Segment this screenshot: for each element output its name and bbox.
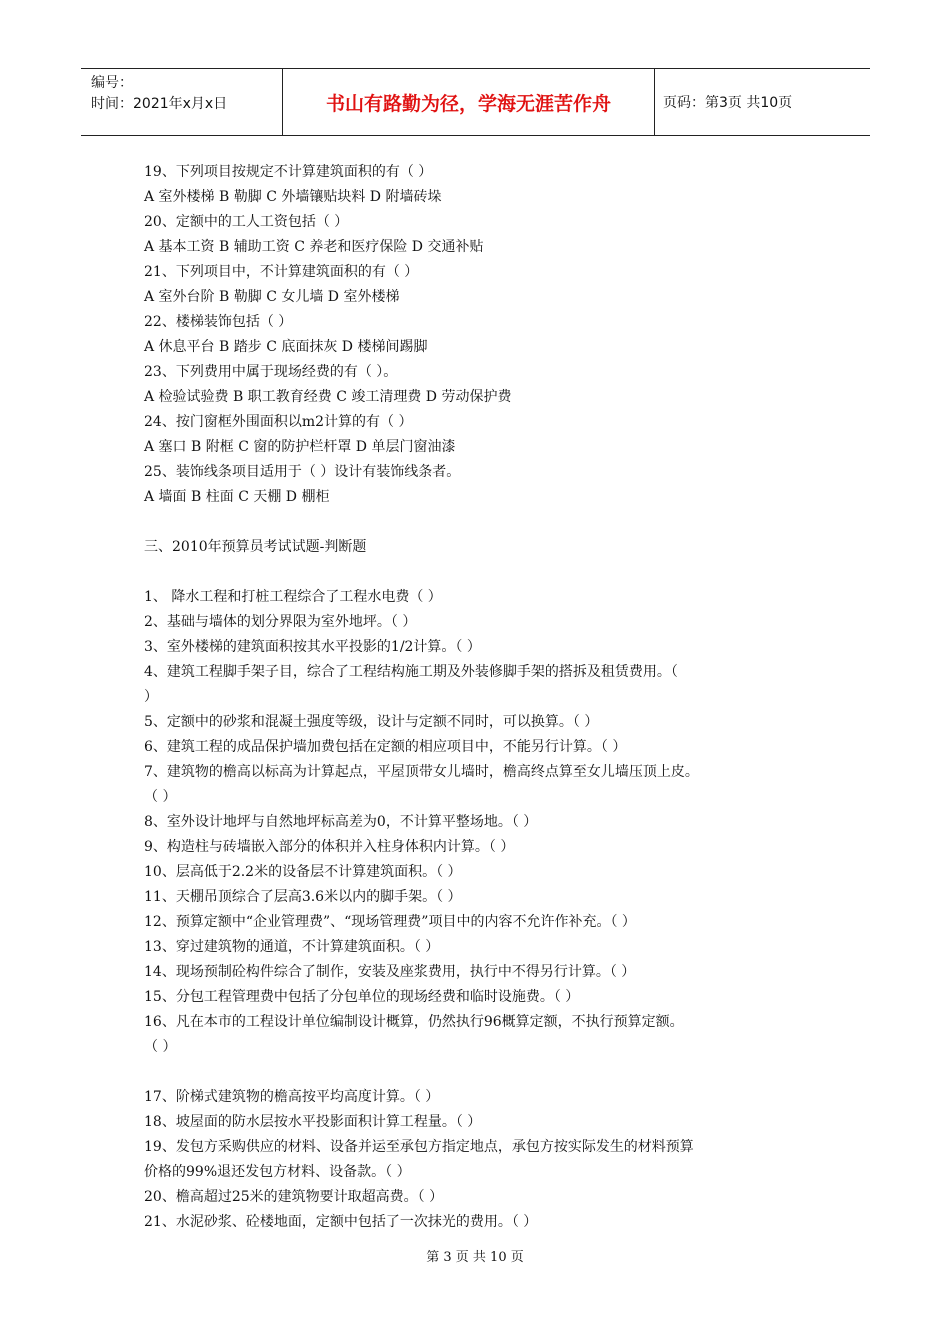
blank-line (144, 560, 824, 585)
text-line: 20、檐高超过25米的建筑物要计取超高费。（ ） (144, 1189, 444, 1205)
text-line: 8、室外设计地坪与自然地坪标高差为0，不计算平整场地。（ ） (144, 814, 538, 830)
text-line: 2、基础与墙体的划分界限为室外地坪。（ ） (144, 614, 417, 630)
text-line: 6、建筑工程的成品保护墙加费包括在定额的相应项目中，不能另行计算。（ ） (144, 739, 627, 755)
text-line: 25、装饰线条项目适用于（ ）设计有装饰线条者。 (144, 464, 461, 480)
text-line: 18、坡屋面的防水层按水平投影面积计算工程量。（ ） (144, 1114, 482, 1130)
text-line: A 室外台阶 B 勒脚 C 女儿墙 D 室外楼梯 (144, 289, 400, 305)
text-line: （ ） (144, 1039, 177, 1055)
text-line: 23、下列费用中属于现场经费的有（ ）。 (144, 364, 398, 380)
text-line: 19、发包方采购供应的材料、设备并运至承包方指定地点，承包方按实际发生的材料预算 (144, 1139, 694, 1155)
header-page-info: 页码：第3页 共10页 (663, 95, 793, 111)
text-line: 价格的99%退还发包方材料、设备款。（ ） (144, 1164, 411, 1180)
header-meta (81, 69, 283, 135)
text-line: 17、阶梯式建筑物的檐高按平均高度计算。（ ） (144, 1089, 440, 1105)
text-line: 14、现场预制砼构件综合了制作，安装及座浆费用，执行中不得另行计算。（ ） (144, 964, 636, 980)
blank-line (144, 510, 824, 535)
text-line: A 检验试验费 B 职工教育经费 C 竣工清理费 D 劳动保护费 (144, 389, 512, 405)
text-line: 20、定额中的工人工资包括（ ） (144, 214, 349, 230)
text-line: 19、下列项目按规定不计算建筑面积的有（ ） (144, 164, 433, 180)
text-line: 三、2010年预算员考试试题-判断题 (144, 539, 367, 555)
text-line: A 室外楼梯 B 勒脚 C 外墙镶贴块料 D 附墙砖垛 (144, 189, 442, 205)
text-line: 21、水泥砂浆、砼楼地面，定额中包括了一次抹光的费用。（ ） (144, 1214, 538, 1230)
text-line: 24、按门窗框外围面积以m2计算的有（ ） (144, 414, 413, 430)
text-line: 5、定额中的砂浆和混凝土强度等级，设计与定额不同时，可以换算。（ ） (144, 714, 599, 730)
text-line: 4、建筑工程脚手架子目，综合了工程结构施工期及外装修脚手架的搭拆及租赁费用。（ (144, 664, 678, 680)
text-line: A 墙面 B 柱面 C 天棚 D 棚柜 (144, 489, 330, 505)
text-line: （ ） (144, 789, 177, 805)
text-line: 9、构造柱与砖墙嵌入部分的体积并入柱身体积内计算。（ ） (144, 839, 515, 855)
text-line: 12、预算定额中“企业管理费”、“现场管理费”项目中的内容不允许作补充。（ ） (144, 914, 636, 930)
code-label: 编号： (91, 75, 133, 91)
text-line: 10、层高低于2.2米的设备层不计算建筑面积。（ ） (144, 864, 462, 880)
text-line: ） (144, 689, 158, 705)
text-line: A 休息平台 B 踏步 C 底面抹灰 D 楼梯间踢脚 (144, 339, 428, 355)
blank-line (144, 1060, 824, 1085)
text-line: 21、下列项目中，不计算建筑面积的有（ ） (144, 264, 419, 280)
header-motto: 书山有路勤为径，学海无涯苦作舟 (283, 69, 655, 135)
text-line: 16、凡在本市的工程设计单位编制设计概算，仍然执行96概算定额，不执行预算定额。 (144, 1014, 684, 1030)
text-line: 15、分包工程管理费中包括了分包单位的现场经费和临时设施费。（ ） (144, 989, 580, 1005)
page-footer: 第 3 页 共 10 页 (426, 1250, 524, 1265)
text-line: 13、穿过建筑物的通道，不计算建筑面积。（ ） (144, 939, 440, 955)
text-line: 3、室外楼梯的建筑面积按其水平投影的1/2计算。（ ） (144, 639, 481, 655)
document-body (144, 160, 824, 1235)
page-header (81, 68, 870, 136)
text-line: 22、楼梯装饰包括（ ） (144, 314, 293, 330)
text-line: 1、 降水工程和打桩工程综合了工程水电费（ ） (144, 589, 442, 605)
time-label: 时间：2021年x月x日 (91, 96, 228, 112)
text-line: A 基本工资 B 辅助工资 C 养老和医疗保险 D 交通补贴 (144, 239, 484, 255)
text-line: A 塞口 B 附框 C 窗的防护栏杆罩 D 单层门窗油漆 (144, 439, 456, 455)
text-line: 7、建筑物的檐高以标高为计算起点，平屋顶带女儿墙时，檐高终点算至女儿墙压顶上皮。 (144, 764, 699, 780)
text-line: 11、天棚吊顶综合了层高3.6米以内的脚手架。（ ） (144, 889, 462, 905)
